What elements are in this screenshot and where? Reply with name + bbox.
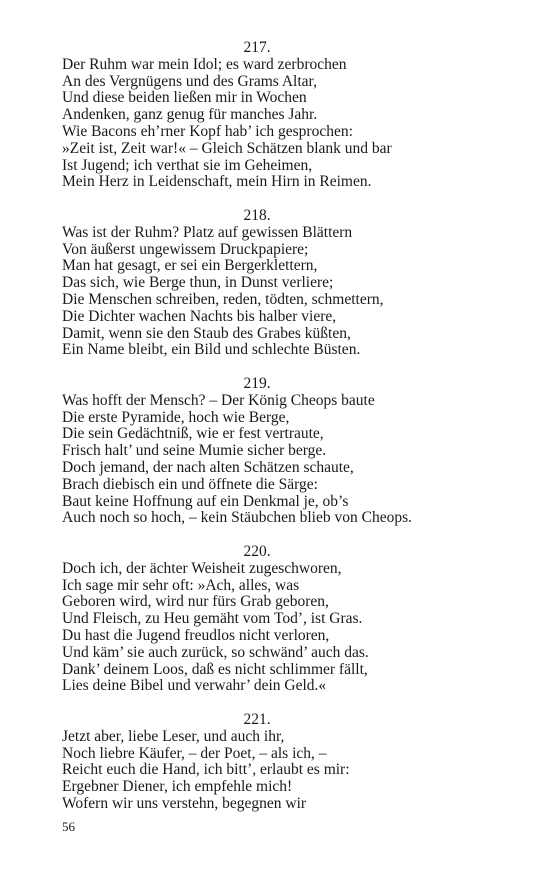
verse-line: Und käm’ sie auch zurück, so schwänd’ auch das. <box>62 643 369 661</box>
stanza-number: 221. <box>243 711 271 728</box>
verse-line: Was hofft der Mensch? – Der König Cheops baute <box>62 391 375 409</box>
verse-line: Das sich, wie Berge thun, in Dunst verliere; <box>62 274 334 292</box>
verse-line: Reicht euch die Hand, ich bitt’, erlaubt es mir: <box>62 761 350 779</box>
verse-line: Ich sage mir sehr oft: »Ach, alles, was <box>62 576 300 594</box>
stanza-220 <box>62 544 452 695</box>
verse-line: Damit, wenn sie den Staub des Grabes küßten, <box>62 324 351 342</box>
verse-line: Ergebner Diener, ich empfehle mich! <box>62 778 293 796</box>
verse-line: Baut keine Hoffnung auf ein Denkmal je, ob’s <box>62 492 349 510</box>
verse-line: Ein Name bleibt, ein Bild und schlechte Büsten. <box>62 341 361 359</box>
stanza-number: 219. <box>243 375 271 392</box>
verse-line: Man hat gesagt, er sei ein Bergerklettern, <box>62 257 318 275</box>
verse-line: Geboren wird, wird nur fürs Grab geboren, <box>62 593 329 611</box>
verse-line: Die Dichter wachen Nachts bis halber viere, <box>62 307 337 325</box>
verse-line: Doch jemand, der nach alten Schätzen schaute, <box>62 458 354 476</box>
verse-line: Der Ruhm war mein Idol; es ward zerbrochen <box>62 55 347 73</box>
verse-line: Lies deine Bibel und verwahr’ dein Geld.« <box>62 677 327 695</box>
verse-line: Doch ich, der ächter Weisheit zugeschworen, <box>62 559 342 577</box>
verse-line: Andenken, ganz genug für manches Jahr. <box>62 106 318 124</box>
stanza-221 <box>62 712 452 813</box>
verse-line: Und diese beiden ließen mir in Wochen <box>62 89 307 107</box>
verse-line: Und Fleisch, zu Heu gemäht vom Tod’, ist Gras. <box>62 610 363 628</box>
verse-line: Die sein Gedächtniß, wie er fest vertraute, <box>62 425 324 443</box>
verse-line: Mein Herz in Leidenschaft, mein Hirn in Reimen. <box>62 173 372 191</box>
verse-line: Die Menschen schreiben, reden, tödten, schmettern, <box>62 290 384 308</box>
verse-line: Frisch halt’ und seine Mumie sicher berge. <box>62 442 327 460</box>
stanza-number: 217. <box>243 39 271 56</box>
verse-line: Du hast die Jugend freudlos nicht verloren, <box>62 626 330 644</box>
page-number: 56 <box>62 819 75 834</box>
stanza-217 <box>62 40 452 191</box>
verse-line: Auch noch so hoch, – kein Stäubchen blieb von Cheops. <box>62 509 412 527</box>
verse-line: Jetzt aber, liebe Leser, und auch ihr, <box>62 727 285 745</box>
stanza-number: 220. <box>243 543 271 560</box>
verse-line: »Zeit ist, Zeit war!« – Gleich Schätzen blank und bar <box>62 139 392 157</box>
verse-line: Noch liebre Käufer, – der Poet, – als ich, – <box>62 744 327 762</box>
verse-line: Von äußerst ungewissem Druckpapiere; <box>62 240 309 258</box>
verse-line: Wie Bacons eh’rner Kopf hab’ ich gesprochen: <box>62 122 353 140</box>
stanza-218 <box>62 208 452 359</box>
stanza-number: 218. <box>243 207 271 224</box>
verse-line: An des Vergnügens und des Grams Altar, <box>62 72 317 90</box>
verse-line: Ist Jugend; ich verthat sie im Geheimen, <box>62 156 313 174</box>
verse-line: Dank’ deinem Loos, daß es nicht schlimmer fällt, <box>62 660 368 678</box>
verse-line: Wofern wir uns verstehn, begegnen wir <box>62 794 307 812</box>
verse-line: Die erste Pyramide, hoch wie Berge, <box>62 408 290 426</box>
stanza-219 <box>62 376 452 527</box>
verse-line: Brach diebisch ein und öffnete die Särge: <box>62 475 318 493</box>
verse-line: Was ist der Ruhm? Platz auf gewissen Blättern <box>62 223 353 241</box>
